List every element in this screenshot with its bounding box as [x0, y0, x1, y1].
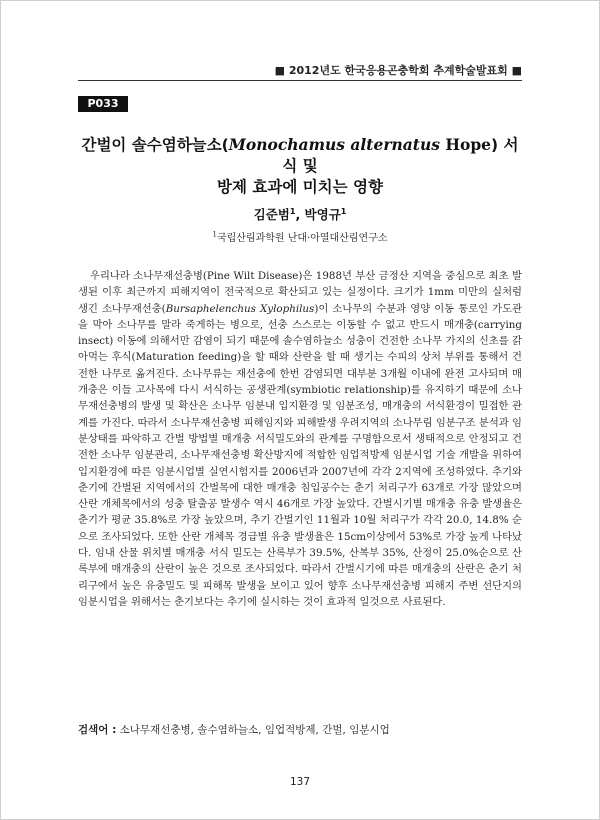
- author-separator: ,: [295, 207, 305, 222]
- abstract-paragraph: [78, 268, 522, 610]
- author-2: 박영규: [304, 207, 341, 222]
- keywords-label: 검색어 :: [78, 724, 117, 736]
- author-1: 김준범: [253, 207, 290, 222]
- page-number: 137: [289, 776, 311, 788]
- title-species-name: Monochamus alternatus: [228, 135, 440, 154]
- author-2-affil-mark: 1: [340, 206, 347, 216]
- conference-header: ■ 2012년도 한국응용곤충학회 추계학술발표회 ■: [274, 64, 522, 77]
- paper-title: [78, 134, 522, 198]
- affiliation-text: 국립산림과학원 난대·아열대산림연구소: [216, 233, 388, 244]
- affiliation: [78, 229, 522, 244]
- keywords-text: 소나무재선충병, 솔수염하늘소, 임업적방제, 간벌, 임분시업: [116, 724, 390, 736]
- title-prefix: 간벌이 솔수염하늘소(: [81, 136, 229, 154]
- author-1-affil-mark: 1: [289, 206, 296, 216]
- poster-code-badge: P033: [78, 96, 128, 112]
- header-divider: [78, 80, 522, 81]
- title-species-author: Hope: [439, 135, 492, 154]
- author-list: [78, 205, 522, 223]
- affiliation-mark: 1: [212, 230, 217, 239]
- abstract-body: [78, 268, 522, 610]
- title-line-1: [78, 134, 522, 177]
- abstract-text-part-2: )이 소나무의 수분과 영양 이동 통로인 가도관을 막아 소나무를 말라 죽게하는 병으로, 선충 스스로는 이동할 수 없고 반드시 매개충(carrying insect) 이동에 의해서만 감염이 되기 때문에 솔수염하늘소 성충이 건전한 소나무 가지의 신초를 갉아먹는 후식(Maturation feeding)을 할 때와 산란을 할 때 생기는 수피의 상처 부위를 통해서 건전한 나무로 옮겨진다. 소나무류는 재선충에 한번 감염되면 대부분 3개월 이내에 완전 고사되며 매개충은 이들 고사목에 다시 서식하는 공생관계(symbiotic relationship)를 유지하기 때문에 소나무재선충병의 발생 및 확산은 소나무 임분내 입지환경 및 임분조성, 매개충의 서식환경이 밀접한 관계를 가진다. 따라서 소나무재선충병 피해임지와 피해발생 우려지역의 소나무림 임분구조 분석과 임분상태를 파악하고 간벌 방법별 매개충 서식밀도와의 관계를 구명함으로서 생태적으로 안정되고 건전한 소나무 임분관리, 소나무재선충병 확산방지에 적합한 임업적방제 임분시업 기술 개발을 위하여 입지환경에 따른 임분시업별 실연시험지를 2006년과 2007년에 각각 2지역에 조성하였다. 추기와 춘기에 간벌된 지역에서의 간벌목에 대한 매개충 침입공수는 춘기 처리구가 63개로 가장 많았으며 산란 개체목에서의 성충 탈출공 발생수 역시 46개로 가장 높았다. 간벌시기별 매개충 유충 발생율은 춘기가 평균 35.8%로 가장 높았으며, 추기 간벌기인 11월과 10월 처리구가 각각 20.0, 14.8% 순으로 조사되었다. 또한 산란 개체목 경급별 유충 발생율은 15cm이상에서 53%로 가장 높게 나타났다. 임내 산물 위치별 매개충 서식 밀도는 산록부가 39.5%, 산복부 35%, 산정이 25.0%순으로 산록부에 매개충의 산란이 높은 것으로 조사되었다. 따라서 간벌시기에 따른 매개충의 산란은 춘기 처리구에서 높은 유충밀도 및 피해목 발생을 보이고 있어 향후 소나무재선충병 피해지 주변 선단지의 임분시업을 위해서는 춘기보다는 추기에 실시하는 것이 효과적 일것으로 사료된다.: [78, 302, 522, 608]
- keywords-line: [78, 722, 522, 737]
- title-suffix: ) 서식 및: [282, 136, 519, 175]
- abstract-text-part-1: 우리나라 소나무재선충병(Pine Wilt Disease)은 1988년 부산 금정산 지역을 중심으로 최초 발생된 이후 최근까지 피해지역이 전국적으로 확산되고 있는 실정이다. 크기가 1mm 미만의 실처럼 생긴 소나무재선충(: [78, 270, 522, 315]
- title-line-2: 방제 효과에 미치는 영향: [217, 178, 383, 196]
- abstract-species-name: Bursaphelenchus Xylophilus: [165, 302, 315, 315]
